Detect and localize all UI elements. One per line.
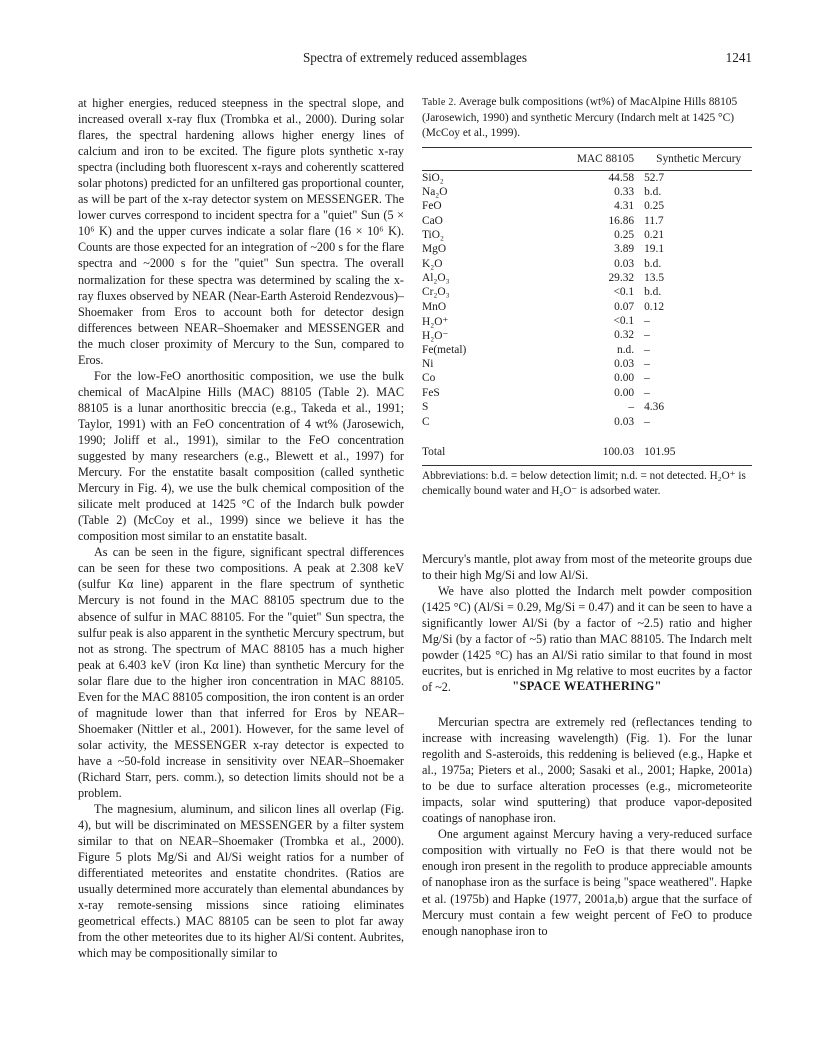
cell-mac: 0.07 bbox=[614, 300, 635, 313]
right-column-upper bbox=[422, 551, 752, 695]
cell-synthetic: 0.12 bbox=[644, 300, 665, 313]
cell-synthetic: – bbox=[644, 415, 650, 428]
cell-synthetic: 52.7 bbox=[644, 171, 665, 184]
cell-oxide: Total bbox=[422, 445, 446, 458]
table-row bbox=[422, 400, 752, 414]
cell-oxide: Fe(metal) bbox=[422, 343, 467, 356]
cell-synthetic: 19.1 bbox=[644, 243, 665, 256]
cell-mac: 0.25 bbox=[614, 229, 635, 242]
right-column-lower bbox=[422, 714, 752, 939]
paragraph: The magnesium, aluminum, and silicon lines all overlap (Fig. 4), but will be discriminated on MESSENGER by a filter system similar to that on NEAR–Shoemaker (Trombka et al., 2000). Figure 5 plots Mg/Si and Al/Si weight ratios for a number of differentiated meteorites and enstatite chondrites. (Ratios are usually determined more accurately than elemental abundances by x-ray remote-sensing missions since ratioing eliminates geometrical effects.) MAC 88105 can be seen to plot far away from the other meteorites due to its higher Al/Si content. Aubrites, which may be compositionally similar to bbox=[78, 802, 404, 961]
column-header-synthetic: Synthetic Mercury bbox=[634, 148, 752, 171]
cell-synthetic: 4.36 bbox=[644, 401, 665, 414]
table-caption-label: Table 2. bbox=[422, 97, 457, 108]
cell-oxide: Cr₂O₃ bbox=[422, 286, 450, 299]
cell-mac: 0.03 bbox=[614, 358, 635, 371]
cell-oxide: H₂O⁺ bbox=[422, 316, 449, 329]
table-row bbox=[422, 328, 752, 342]
table-row bbox=[422, 228, 752, 242]
table-bottom-rule bbox=[422, 465, 752, 466]
cell-mac: 0.03 bbox=[614, 415, 635, 428]
cell-synthetic: 0.21 bbox=[644, 229, 665, 242]
table-row bbox=[422, 357, 752, 371]
table-row bbox=[422, 185, 752, 199]
cell-oxide: Ni bbox=[422, 358, 434, 371]
cell-synthetic: b.d. bbox=[644, 186, 662, 199]
paragraph: One argument against Mercury having a very-reduced surface composition with virtually no FeO is that there would not be enough iron present in the regolith to produce appreciable amounts of nanophase iron as the surface is being "space weathered". Hapke et al. (1975b) and Hapke (1977, 2001a,b) argue that the surface of Mercury must contain a few weight percent of FeO to produce enough nanophase iron to bbox=[422, 827, 752, 938]
cell-oxide: MgO bbox=[422, 243, 447, 256]
cell-oxide: S bbox=[422, 401, 429, 414]
cell-mac: <0.1 bbox=[613, 315, 635, 328]
left-column bbox=[78, 95, 404, 962]
table-row bbox=[422, 170, 752, 185]
cell-oxide: FeO bbox=[422, 200, 442, 213]
cell-mac: 4.31 bbox=[614, 200, 635, 213]
table-footnote: Abbreviations: b.d. = below detection limit; n.d. = not detected. H₂O⁺ is chemically bound water and H₂O⁻ is adsorbed water. bbox=[422, 469, 746, 497]
table-row bbox=[422, 271, 752, 285]
paragraph: Mercury's mantle, plot away from most of the meteorite groups due to their high Mg/Si and low Al/Si. bbox=[422, 552, 752, 583]
cell-mac: 100.03 bbox=[602, 445, 635, 458]
cell-synthetic: 0.25 bbox=[644, 200, 665, 213]
cell-oxide: H₂O⁻ bbox=[422, 330, 449, 343]
page-header bbox=[78, 50, 752, 68]
cell-synthetic: – bbox=[644, 386, 650, 399]
column-header-mac: MAC 88105 bbox=[565, 148, 635, 171]
cell-mac: <0.1 bbox=[613, 286, 635, 299]
paragraph: at higher energies, reduced steepness in the spectral slope, and increased overall x-ray flux (Trombka et al., 2000). During solar flares, the spectral hardening allows higher energy lines of calcium and iron to be excited. The figure plots synthetic x-ray spectra (including both fluorescent x-rays and coherently scattered solar photons) predicted for an unfiltered gas proportional counter, as will be part of the x-ray detector system on MESSENGER. The lower curves correspond to incident spectra for a "quiet" Sun (5 × 10⁶ K) and the upper curves indicate a solar flare (16 × 10⁶ K). Counts are those expected for an integration of ~200 s for the flare spectra and ~2000 s for the "quiet" Sun spectra. The overall normalization for these spectra was determined by scaling the x-ray fluxes observed by NEAR (Near-Earth Asteroid Rendezvous)–Shoemaker from Eros to account both for detector design differences between NEAR–Shoemaker and MESSENGER and the much closer proximity of Mercury to the Sun, compared to Eros. bbox=[78, 96, 404, 367]
cell-mac: 0.03 bbox=[614, 257, 635, 270]
paragraph: We have also plotted the Indarch melt powder composition (1425 °C) (Al/Si = 0.29, Mg/Si = 0.47) and it can be seen to have a significantly lower Al/Si (by a factor of ~2.5) ratio and higher Mg/Si (by a factor of ~5) ratio than MAC 88105. The Indarch melt powder (1425 °C) has an Al/Si ratio similar to that found in most eucrites, but is enriched in Mg relative to most eucrites by a factor of ~2. bbox=[422, 584, 752, 695]
cell-synthetic: – bbox=[644, 358, 650, 371]
table-header-row bbox=[422, 148, 752, 171]
cell-synthetic: b.d. bbox=[644, 257, 662, 270]
cell-oxide: MnO bbox=[422, 300, 447, 313]
table-row bbox=[422, 199, 752, 213]
cell-oxide: Al₂O₃ bbox=[422, 272, 450, 285]
cell-mac: 0.00 bbox=[614, 386, 635, 399]
cell-mac: 29.32 bbox=[608, 272, 635, 285]
cell-oxide: CaO bbox=[422, 214, 443, 227]
table-total-row bbox=[422, 439, 752, 465]
cell-oxide: C bbox=[422, 415, 430, 428]
cell-mac: n.d. bbox=[617, 343, 635, 356]
cell-synthetic: 11.7 bbox=[644, 214, 664, 227]
cell-oxide: K₂O bbox=[422, 257, 443, 270]
cell-synthetic: 13.5 bbox=[644, 272, 665, 285]
table-body bbox=[422, 170, 752, 465]
cell-mac: 44.58 bbox=[608, 171, 635, 184]
cell-synthetic: 101.95 bbox=[644, 445, 676, 458]
table-row bbox=[422, 285, 752, 299]
table-spacer-row bbox=[422, 429, 752, 439]
cell-mac: 16.86 bbox=[608, 214, 635, 227]
cell-synthetic: – bbox=[644, 343, 650, 356]
cell-synthetic: b.d. bbox=[644, 286, 662, 299]
table-row bbox=[422, 214, 752, 228]
cell-mac: – bbox=[628, 401, 635, 414]
cell-synthetic: – bbox=[644, 372, 650, 385]
cell-oxide: FeS bbox=[422, 386, 440, 399]
section-heading: "SPACE WEATHERING" bbox=[512, 679, 662, 693]
table-row bbox=[422, 300, 752, 314]
cell-oxide: Co bbox=[422, 372, 436, 385]
paragraph: As can be seen in the figure, significant spectral differences can be seen for these two compositions. A peak at 2.308 keV (sulfur Kα line) apparent in the flare spectrum of synthetic Mercury is not found in the MAC 88105 spectrum due to the absence of sulfur in MAC 88105. For the "quiet" Sun spectra, the sulfur peak is also apparent in the synthetic Mercury spectrum, but not as strong. The spectrum of MAC 88105 has a much higher peak at 6.403 keV (iron Kα line) than synthetic Mercury for the solar flare due to the higher iron concentration in MAC 88105. Even for the MAC 88105 composition, the iron content is an order of magnitude lower than that inferred for Eros by NEAR–Shoemaker (Nittler et al., 2001). However, for the same level of solar activity, the MESSENGER x-ray detector is expected to have a ~50-fold increase in sensitivity over NEAR–Shoemaker (Richard Starr, pers. comm.), so detection limits should not be a problem. bbox=[78, 545, 404, 801]
table-caption-text: Average bulk compositions (wt%) of MacAlpine Hills 88105 (Jarosewich, 1990) and synthetic Mercury (Indarch melt at 1425 °C) (McCoy et al., 1999). bbox=[422, 96, 738, 139]
cell-synthetic: – bbox=[644, 315, 650, 328]
composition-table bbox=[422, 148, 752, 465]
cell-oxide: Na₂O bbox=[422, 186, 448, 199]
cell-oxide: TiO₂ bbox=[422, 229, 444, 242]
table-2 bbox=[422, 95, 752, 499]
table-caption bbox=[422, 95, 752, 142]
running-title: Spectra of extremely reduced assemblages bbox=[302, 50, 528, 65]
cell-mac: 0.00 bbox=[614, 372, 635, 385]
paragraph: Mercurian spectra are extremely red (reflectances tending to increase with increasing wavelength) (Fig. 1). For the lunar regolith and S-asteroids, this reddening is believed (e.g., Hapke et al., 1975a; Pieters et al., 2000; Sasaki et al., 2001; Hapke, 2001a) to be due to surface alteration processes (e.g., micrometeorite impacts, solar wind sputtering) that produce vapor-deposited coatings of nanophase iron. bbox=[422, 715, 752, 826]
paragraph: For the low-FeO anorthositic composition, we use the bulk chemical of MacAlpine Hills (MAC) 88105 (Table 2). MAC 88105 is a lunar anorthositic breccia (e.g., Takeda et al., 1991; Taylor, 1991) with an FeO concentration of 4 wt% (Jarosewich, 1990; Joliff et al., 1991), similar to the FeO concentration suggested by many researchers (e.g., Blewett et al., 1997) for Mercury. For the enstatite basalt composition (called synthetic Mercury in Fig. 4), we use the bulk chemical composition of the silicate melt produced at 1425 °C of the Indarch bulk powder (Table 2) (McCoy et al., 1999) since we believe it has the composition most similar to an enstatite basalt. bbox=[78, 368, 404, 544]
table-row bbox=[422, 314, 752, 328]
cell-mac: 3.89 bbox=[614, 243, 635, 256]
cell-oxide: SiO₂ bbox=[422, 171, 444, 184]
table-row bbox=[422, 242, 752, 256]
cell-synthetic: – bbox=[644, 329, 650, 342]
table-row bbox=[422, 257, 752, 271]
table-row bbox=[422, 371, 752, 385]
table-row bbox=[422, 386, 752, 400]
page-number: 1241 bbox=[725, 50, 752, 65]
cell-mac: 0.32 bbox=[614, 329, 635, 342]
table-row bbox=[422, 414, 752, 428]
cell-mac: 0.33 bbox=[614, 186, 635, 199]
table-row bbox=[422, 343, 752, 357]
